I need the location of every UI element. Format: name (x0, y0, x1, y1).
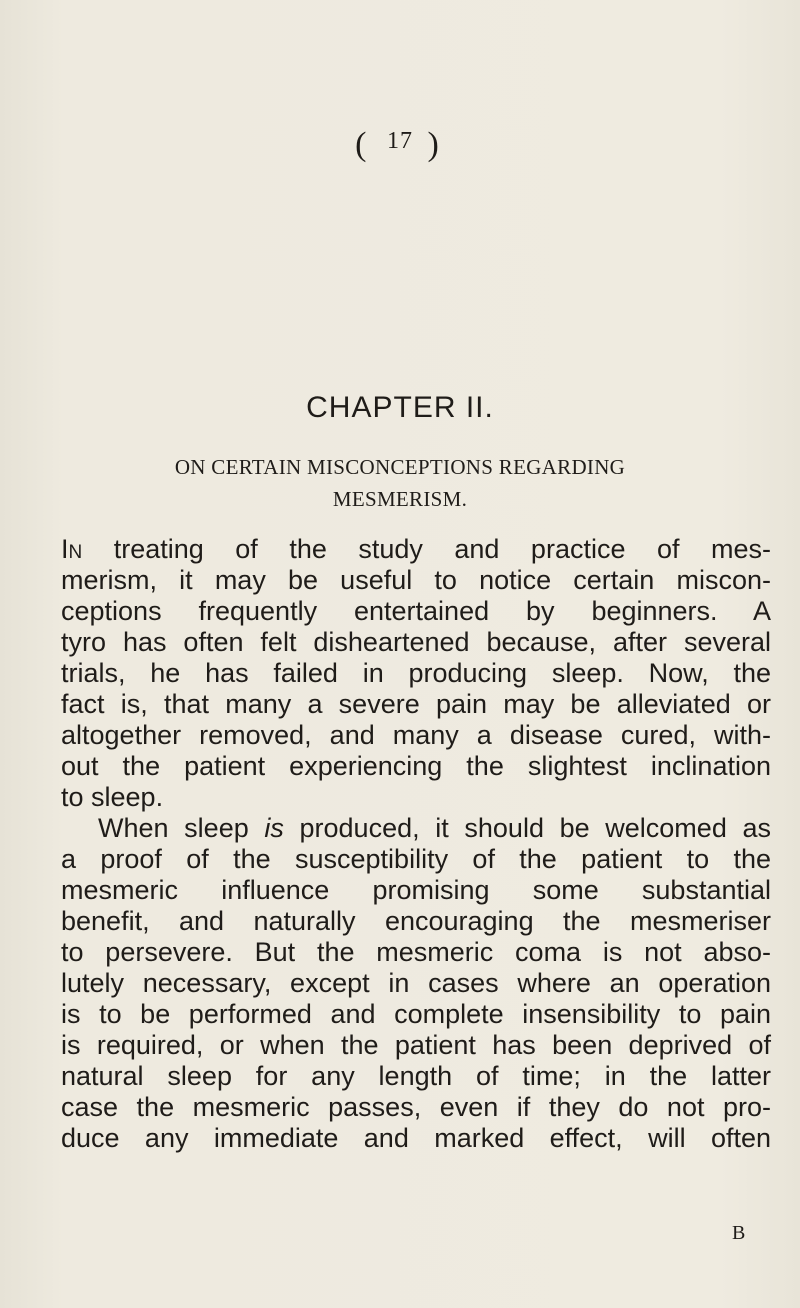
paragraph-1-line-6: fact is, that many a severe pain may be alleviated or (61, 689, 771, 719)
paragraph-1-line-9: to sleep. (61, 782, 164, 812)
chapter-subtitle-line-1: ON CERTAIN MISCONCEPTIONS REGARDING (174, 455, 626, 479)
paragraph-2-line-7: is to be performed and complete insensibility to pain (61, 999, 771, 1029)
opening-word: In (61, 534, 83, 564)
paragraph-2-line-1 (98, 813, 771, 844)
paragraph-1-line-2: merism, it may be useful to notice certain miscon- (61, 565, 771, 595)
paragraph-2-start: When sleep (98, 813, 265, 843)
emphasis-is: is (264, 813, 284, 843)
page-number-open: ( (355, 126, 373, 163)
paragraph-1-line-1 (61, 534, 771, 565)
paragraph-2-line-5: to persevere. But the mesmeric coma is not abso- (61, 937, 771, 967)
paragraph-1-line-4: tyro has often felt disheartened because, after several (61, 627, 771, 657)
signature-mark: B (732, 1222, 746, 1244)
paragraph-2-line-3: mesmeric influence promising some substantial (61, 875, 771, 905)
paragraph-1-line-7: altogether removed, and many a disease cured, with- (61, 720, 771, 750)
paragraph-2-line-4: benefit, and naturally encouraging the mesmeriser (61, 906, 771, 936)
chapter-subtitle-line-2: MESMERISM. (332, 487, 468, 511)
paragraph-2-line-1-rest: produced, it should be welcomed as (283, 813, 771, 843)
page-number (0, 126, 800, 164)
paragraph-1-line-1-text: treating of the study and practice of mes- (82, 534, 771, 564)
paragraph-2-line-11: duce any immediate and marked effect, will often (61, 1123, 771, 1153)
paragraph-2-line-10: case the mesmeric passes, even if they do not pro- (61, 1092, 771, 1122)
paragraph-1-line-5: trials, he has failed in producing sleep. Now, the (61, 658, 771, 688)
paragraph-1-line-3: ceptions frequently entertained by beginners. A (61, 596, 771, 626)
paragraph-1-line-8: out the patient experiencing the slightest inclination (61, 751, 771, 781)
paragraph-2-line-2: a proof of the susceptibility of the patient to the (61, 844, 771, 874)
page-number-close: ) (427, 126, 445, 163)
chapter-title: CHAPTER II. (306, 391, 494, 424)
page-number-value: 17 (387, 128, 413, 154)
paragraph-2-line-6: lutely necessary, except in cases where an operation (61, 968, 771, 998)
paragraph-2-line-8: is required, or when the patient has been deprived of (61, 1030, 771, 1060)
paragraph-2-line-9: natural sleep for any length of time; in the latter (61, 1061, 771, 1091)
